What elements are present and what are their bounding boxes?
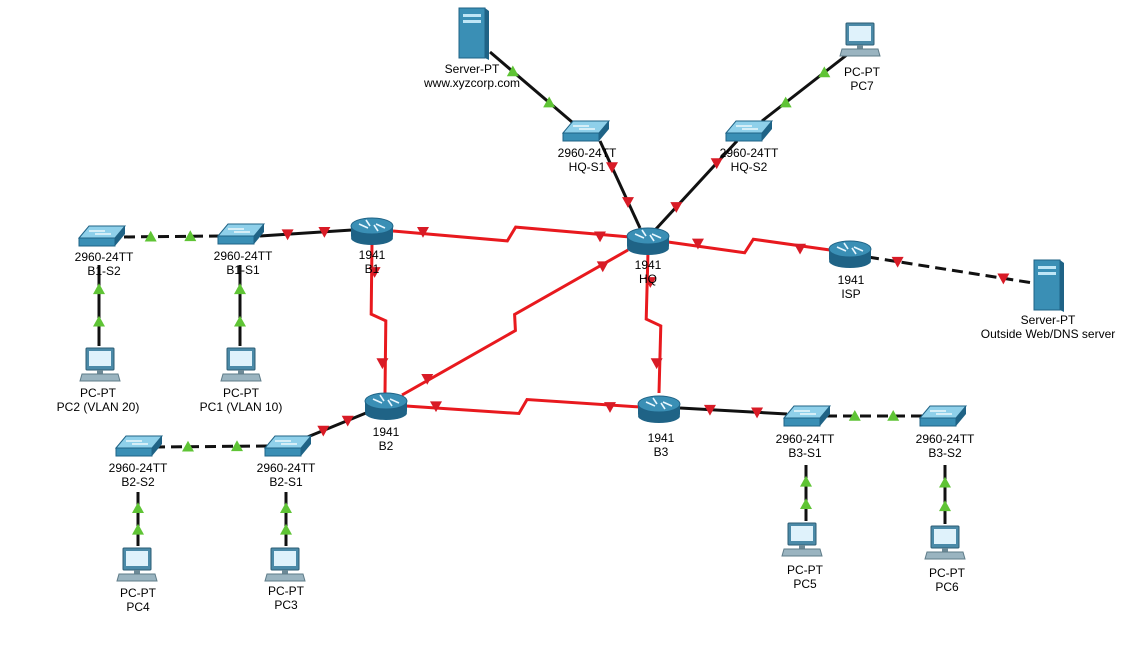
device-name: HQ	[638, 272, 657, 286]
link-hq-b2[interactable]	[402, 250, 628, 395]
device-label-pc6	[929, 566, 965, 594]
device-pc7-pc-icon[interactable]	[840, 23, 880, 56]
device-model: 1941	[358, 248, 386, 262]
device-name: Outside Web/DNS server	[980, 327, 1116, 341]
device-label-b1-s2	[75, 250, 134, 278]
device-name: PC5	[793, 577, 817, 591]
device-pc4-pc-icon[interactable]	[117, 548, 157, 581]
link-b3-s1-pc5-status-a	[800, 476, 812, 487]
device-label-pc4	[120, 586, 156, 614]
device-name: PC3	[274, 598, 298, 612]
link-hq-b1-status-a	[594, 231, 606, 242]
device-b1-router-icon[interactable]	[351, 218, 393, 245]
device-b2-s2-switch-icon[interactable]	[116, 436, 162, 456]
device-label-b3-s1	[776, 432, 835, 460]
device-pc6-pc-icon[interactable]	[925, 526, 965, 559]
device-label-hq	[635, 258, 662, 286]
link-b3-s1-pc5-status-b	[800, 498, 812, 509]
link-hq-isp[interactable]	[668, 239, 830, 253]
device-model: PC-PT	[79, 386, 116, 400]
link-b3-s2-pc6-status-a	[939, 477, 951, 488]
device-name: HQ-S2	[730, 160, 768, 174]
devices-layer	[79, 8, 1064, 581]
device-hq-router-icon[interactable]	[627, 228, 669, 255]
link-b1-s2-pc2-status-a	[93, 283, 105, 294]
link-b1-s1-pc1-status-b	[234, 316, 246, 327]
device-model: 2960-24TT	[108, 461, 168, 475]
device-name: PC1 (VLAN 10)	[199, 400, 283, 414]
device-model: 2960-24TT	[915, 432, 975, 446]
device-label-pc7	[844, 65, 880, 93]
device-label-isp	[838, 273, 865, 301]
device-web-server-server-icon[interactable]	[459, 8, 489, 60]
device-pc5-pc-icon[interactable]	[782, 523, 822, 556]
device-label-pc5	[787, 563, 823, 591]
device-model: Server-PT	[1020, 313, 1076, 327]
device-name: B2-S1	[269, 475, 303, 489]
device-b3-s1-switch-icon[interactable]	[784, 406, 830, 426]
device-model: 1941	[372, 425, 400, 439]
device-model: 2960-24TT	[775, 432, 835, 446]
link-b2-s1-pc3-status-b	[280, 524, 292, 535]
link-b3-s2-pc6-status-b	[939, 500, 951, 511]
device-isp-router-icon[interactable]	[829, 241, 871, 268]
link-b1-b1-s1[interactable]	[260, 230, 352, 236]
device-name: B2	[378, 439, 394, 453]
device-b2-router-icon[interactable]	[365, 393, 407, 420]
link-b3-b3-s1[interactable]	[680, 408, 787, 414]
device-model: 1941	[647, 431, 675, 445]
device-model: 1941	[837, 273, 865, 287]
device-label-b3-s2	[916, 432, 975, 460]
device-model: Server-PT	[444, 62, 500, 76]
device-name: ISP	[841, 287, 861, 301]
device-hq-s1-switch-icon[interactable]	[563, 121, 609, 141]
device-model: 1941	[634, 258, 662, 272]
link-b1-s1-pc1-status-a	[234, 283, 246, 294]
link-b1-s1-b1-s2[interactable]	[121, 236, 220, 237]
device-pc1-pc-icon[interactable]	[221, 348, 261, 381]
device-name: B3-S1	[788, 446, 822, 460]
device-model: PC-PT	[120, 586, 156, 600]
device-name: B3	[653, 445, 669, 459]
device-b3-router-icon[interactable]	[638, 396, 680, 423]
device-name: www.xyzcorp.com	[423, 76, 521, 90]
link-isp-outside-server[interactable]	[868, 257, 1033, 283]
device-name: B1-S2	[87, 264, 121, 278]
device-model: PC-PT	[787, 563, 823, 577]
link-b2-s1-pc3-status-a	[280, 502, 292, 513]
device-label-pc3	[268, 584, 304, 612]
device-b1-s1-switch-icon[interactable]	[218, 224, 264, 244]
device-pc2-pc-icon[interactable]	[80, 348, 120, 381]
link-b2-s2-pc4-status-a	[132, 502, 144, 513]
link-status-markers	[93, 65, 1009, 534]
device-model: 2960-24TT	[213, 249, 273, 263]
device-name: B1-S1	[226, 263, 260, 277]
device-name: PC4	[126, 600, 150, 614]
link-hq-s1-hq-status-b	[622, 197, 634, 208]
links-layer	[99, 52, 1033, 546]
device-label-b2-s1	[257, 461, 316, 489]
device-name: HQ-S1	[568, 160, 606, 174]
link-b1-s2-pc2-status-b	[93, 316, 105, 327]
device-model: 2960-24TT	[74, 250, 134, 264]
device-name: B2-S2	[121, 475, 155, 489]
device-label-hq-s2	[720, 146, 779, 174]
device-label-web-server	[424, 62, 520, 90]
link-hq-isp-status-b	[794, 244, 806, 255]
device-label-hq-s1	[558, 146, 617, 174]
device-label-b1	[359, 248, 386, 276]
device-b2-s1-switch-icon[interactable]	[265, 436, 311, 456]
device-model: PC-PT	[222, 386, 259, 400]
device-model: 2960-24TT	[557, 146, 617, 160]
link-b2-b2-s1[interactable]	[305, 413, 366, 438]
device-pc3-pc-icon[interactable]	[265, 548, 305, 581]
device-name: B3-S2	[928, 446, 962, 460]
device-label-outside-server	[981, 313, 1116, 341]
device-model: PC-PT	[844, 65, 880, 79]
device-model: PC-PT	[268, 584, 304, 598]
link-b2-s2-pc4-status-b	[132, 524, 144, 535]
device-name: PC2 (VLAN 20)	[56, 400, 140, 414]
device-name: PC6	[935, 580, 959, 594]
device-label-b2-s2	[109, 461, 168, 489]
device-label-b1-s1	[214, 249, 273, 277]
device-model: 2960-24TT	[719, 146, 779, 160]
device-model: PC-PT	[929, 566, 965, 580]
link-pc7-hq-s2[interactable]	[762, 54, 848, 121]
device-label-pc1	[200, 386, 283, 414]
link-b2-b3-status-b	[604, 402, 616, 413]
device-b1-s2-switch-icon[interactable]	[79, 226, 125, 246]
device-label-b2	[373, 425, 400, 453]
device-label-b3	[648, 431, 675, 459]
device-b3-s2-switch-icon[interactable]	[920, 406, 966, 426]
device-name: PC7	[850, 79, 874, 93]
device-model: 2960-24TT	[256, 461, 316, 475]
link-hq-b1[interactable]	[393, 227, 630, 241]
device-name: B1	[364, 262, 380, 276]
device-hq-s2-switch-icon[interactable]	[726, 121, 772, 141]
device-outside-server-server-icon[interactable]	[1034, 260, 1064, 312]
link-b2-s1-b2-s2[interactable]	[158, 446, 267, 447]
device-label-pc2	[57, 386, 140, 414]
